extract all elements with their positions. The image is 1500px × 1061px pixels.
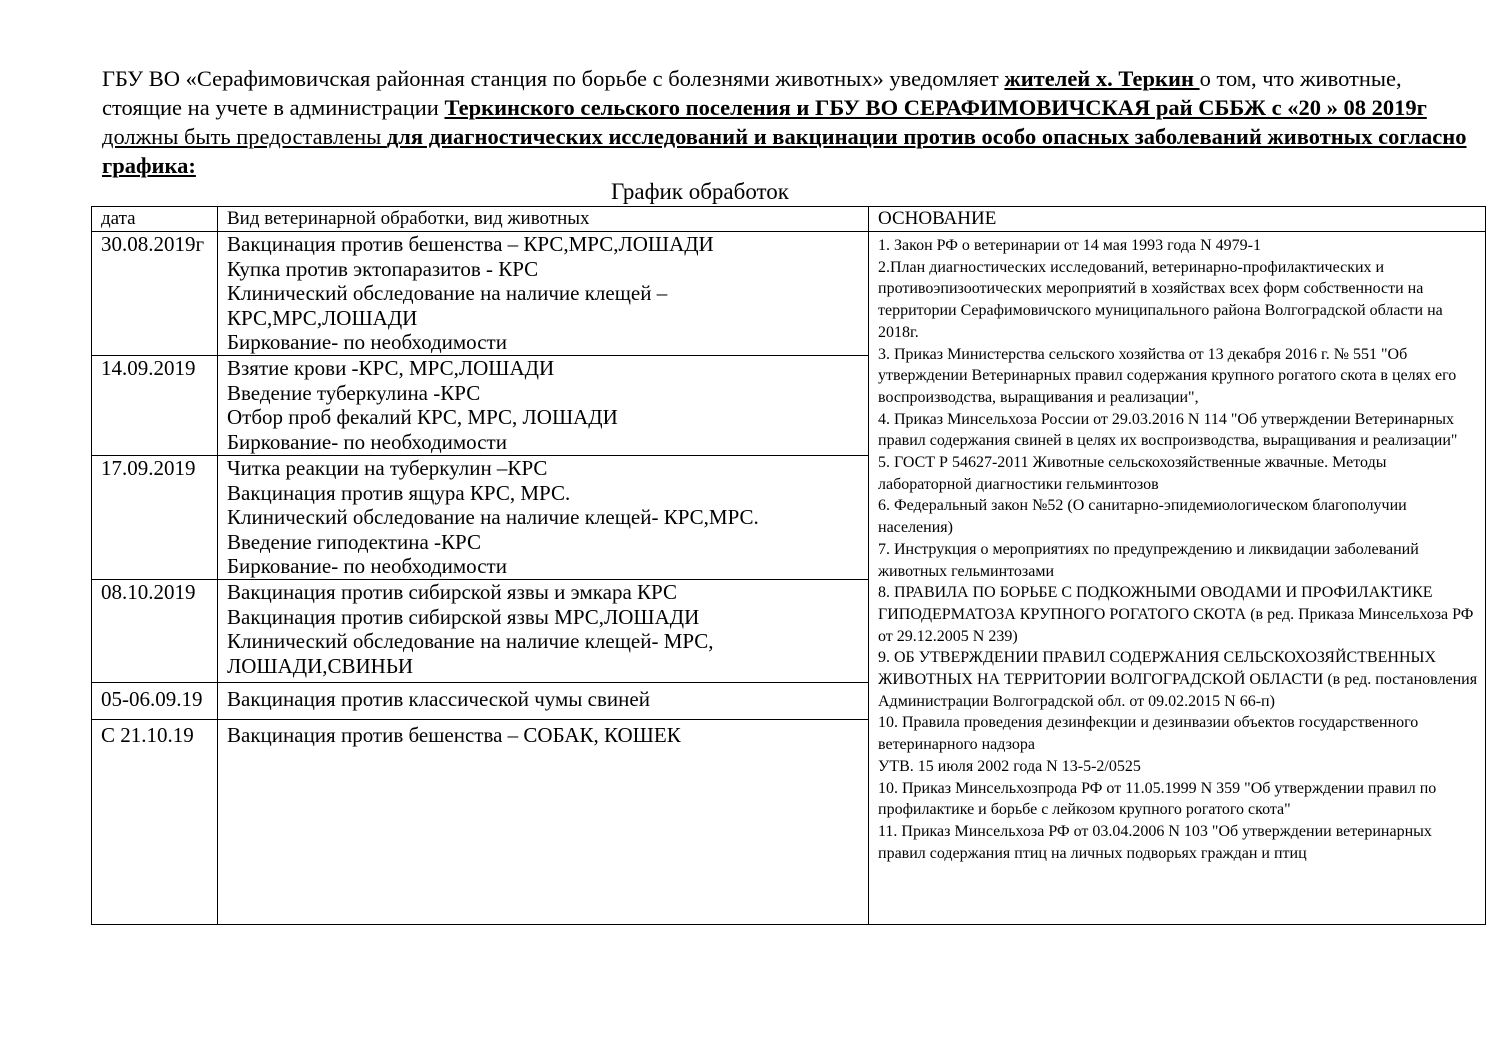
basis-item: 8. ПРАВИЛА ПО БОРЬБЕ С ПОДКОЖНЫМИ ОВОДАМИ И ПРОФИЛАКТИКЕ ГИПОДЕРМАТОЗА КРУПНОГО РОГАТОГО СКОТА (в ред. Приказа Минсельхоза РФ от 29.12.2005 N 239)	[878, 584, 1474, 645]
row-date: 17.09.2019	[92, 456, 218, 580]
treatment-item: Клинический обследование на наличие клещей- КРС,МРС.	[227, 505, 759, 530]
treatment-item: Вакцинация против бешенства – СОБАК, КОШЕК	[227, 723, 681, 747]
treatment-item: ЛОШАДИ,СВИНЬИ	[227, 653, 414, 678]
notice-text-1: ГБУ ВО «Серафимовичская районная станция по борьбе с болезнями животных» уведомляет	[102, 66, 1005, 91]
row-treatments	[218, 232, 869, 356]
header-date: дата	[92, 207, 218, 232]
row-treatments	[218, 456, 869, 580]
treatment-item: Вакцинация против сибирской язвы МРС,ЛОШАДИ	[227, 604, 700, 629]
notice-paragraph	[102, 64, 1472, 180]
row-treatments	[218, 683, 869, 720]
basis-item: УТВ. 15 июля 2002 года N 13-5-2/0525	[878, 757, 1141, 775]
treatment-item: КРС,МРС,ЛОШАДИ	[227, 305, 418, 330]
notice-text-3: должны быть предоставлены	[102, 124, 387, 149]
schedule-title: График обработок	[611, 179, 789, 204]
basis-item: 3. Приказ Министерства сельского хозяйства от 13 декабря 2016 г. № 551 "Об утверждении Ветеринарных правил содержания крупного рогатого скота в целях его воспроизводства, выращивания и реализации",	[878, 345, 1457, 406]
basis-cell	[869, 232, 1486, 925]
basis-item: 1. Закон РФ о ветеринарии от 14 мая 1993 года N 4979-1	[878, 237, 1261, 254]
basis-item: 4. Приказ Минсельхоза России от 29.03.2016 N 114 "Об утверждении Ветеринарных правил содержания свиней в целях их воспроизводства, выращивания и реализации"	[878, 410, 1458, 450]
treatment-item: Купка против эктопаразитов - КРС	[227, 256, 539, 281]
treatment-item: Вакцинация против бешенства – КРС,МРС,ЛОШАДИ	[227, 232, 714, 256]
row-date: 30.08.2019г	[92, 232, 218, 356]
header-treatment-type: Вид ветеринарной обработки, вид животных	[218, 207, 869, 232]
treatment-item: Отбор проб фекалий КРС, МРС, ЛОШАДИ	[227, 405, 618, 430]
row-treatments	[218, 580, 869, 683]
table-row	[92, 232, 1486, 356]
row-treatments	[218, 356, 869, 456]
treatment-item: Вакцинация против классической чумы свиней	[227, 687, 650, 711]
treatment-item: Биркование- по необходимости	[227, 554, 507, 579]
row-date: 05-06.09.19	[92, 683, 218, 720]
basis-item: 11. Приказ Минсельхоза РФ от 03.04.2006 N 103 "Об утверждении ветеринарных правил содержания птиц на личных подворьях граждан и птиц	[878, 822, 1432, 862]
notice-purpose: для диагностических исследований и вакцинации против особо опасных заболеваний животных согласно графика:	[102, 124, 1467, 178]
basis-item: 9. ОБ УТВЕРЖДЕНИИ ПРАВИЛ СОДЕРЖАНИЯ СЕЛЬСКОХОЗЯЙСТВЕННЫХ ЖИВОТНЫХ НА ТЕРРИТОРИИ ВОЛГОГРАДСКОЙ ОБЛАСТИ (в ред. постановления Администрации Волгоградской обл. от 09.02.2015 N 66-п)	[878, 649, 1478, 710]
treatment-item: Клинический обследование на наличие клещей- МРС,	[227, 629, 714, 654]
basis-item: 6. Федеральный закон №52 (О санитарно-эпидемиологическом благополучии населения)	[878, 497, 1407, 537]
treatment-item: Биркование- по необходимости	[227, 330, 507, 355]
basis-item: 10. Приказ Минсельхозпрода РФ от 11.05.1999 N 359 "Об утверждении правил по профилактике и борьбе с лейкозом крупного рогатого скота"	[878, 779, 1437, 819]
row-date: С 21.10.19	[92, 720, 218, 925]
basis-item: 2.План диагностических исследований, ветеринарно-профилактических и противоэпизоотических мероприятий в хозяйствах всех форм собственности на территории Серафимовичского муниципального района Волгоградской области на 2018г.	[878, 258, 1443, 341]
schedule-table	[91, 206, 1486, 925]
treatment-item: Биркование- по необходимости	[227, 429, 507, 454]
basis-item: 10. Правила проведения дезинфекции и дезинвазии объектов государственного ветеринарного надзора	[878, 714, 1419, 754]
treatment-item: Клинический обследование на наличие клещей –	[227, 281, 668, 306]
table-header-row	[92, 207, 1486, 232]
basis-item: 5. ГОСТ Р 54627-2011 Животные сельскохозяйственные жвачные. Методы лабораторной диагностики гельминтозов	[878, 454, 1387, 493]
treatment-item: Взятие крови -КРС, МРС,ЛОШАДИ	[227, 356, 555, 380]
row-date: 08.10.2019	[92, 580, 218, 683]
basis-item: 7. Инструкция о мероприятиях по предупреждению и ликвидации заболеваний животных гельминтозами	[878, 540, 1419, 580]
row-treatments	[218, 720, 869, 925]
notice-recipients: жителей х. Теркин	[1004, 66, 1200, 91]
treatment-item: Введение туберкулина -КРС	[227, 380, 481, 405]
treatment-item: Вакцинация против сибирской язвы и эмкара КРС	[227, 580, 677, 604]
treatment-item: Введение гиподектина -КРС	[227, 529, 481, 554]
header-basis: ОСНОВАНИЕ	[869, 207, 1486, 232]
notice-text-2: о том, что животные, стоящие на учете в администрации	[102, 66, 1402, 120]
notice-settlement: Теркинского сельского поселения и ГБУ ВО СЕРАФИМОВИЧСКАЯ рай СББЖ с «20 » 08 2019г	[444, 95, 1427, 120]
treatment-item: Вакцинация против ящура КРС, МРС.	[227, 480, 571, 505]
row-date: 14.09.2019	[92, 356, 218, 456]
treatment-item: Читка реакции на туберкулин –КРС	[227, 456, 548, 480]
